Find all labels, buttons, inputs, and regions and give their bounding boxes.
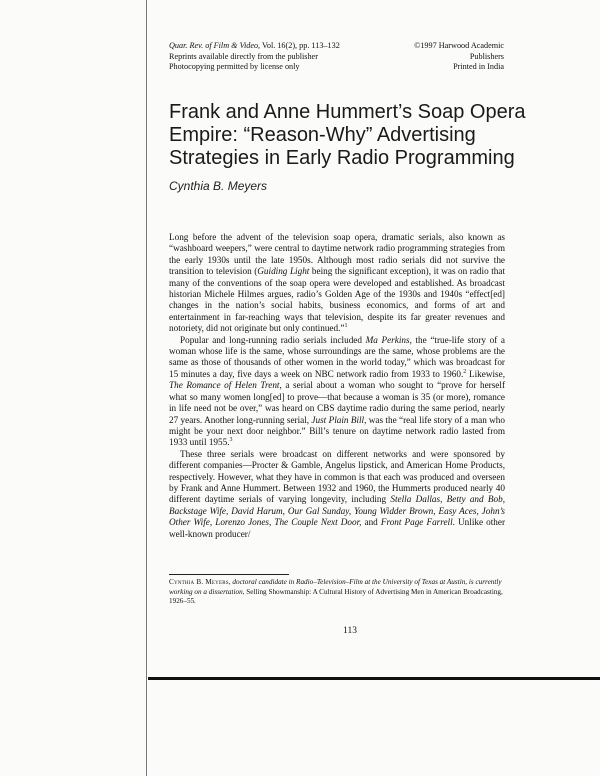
- article-title: [169, 101, 529, 170]
- page-number: 113: [343, 626, 357, 636]
- footnote-marker: 1: [344, 323, 348, 330]
- footnote-marker: 2: [463, 368, 467, 375]
- footnote-text: , doctoral candidate in Radio–Television–Film at the University of Texas at Austin, is currently working on a dissertation,: [169, 578, 502, 596]
- text-run: , was the “real life story of a man who might be your next door neighbor.” Bill’s tenure on daytime network radio lasted from 1933 until 1955.: [169, 414, 505, 448]
- dissertation-title: Selling Showmanship: A Cultural History of Advertising Men in American Broadcasting, 1926–55: [169, 587, 503, 606]
- scan-edge-line: [146, 0, 147, 776]
- paragraph: [169, 449, 505, 540]
- printed-line: Printed in India: [453, 62, 504, 72]
- italic-title: Front Page Farrell: [380, 517, 453, 528]
- title-line: Empire: “Reason-Why” Advertising: [169, 124, 476, 146]
- article-body: [169, 232, 505, 540]
- text-run: Long before the advent of the television soap opera, dramatic serials, also known as “washboard weepers,” were central to daytime network radio programming strategies from the early 1930s until the late 1950s. Although most radio serials did not survive the transition to television (: [169, 232, 505, 277]
- italic-title: Ma Perkins: [365, 334, 410, 345]
- publisher-header: [392, 41, 504, 73]
- footnote-rule: [169, 574, 289, 575]
- italic-title: Just Plain Bill: [311, 414, 365, 425]
- text-run: These three serials were broadcast on different networks and were sponsored by different companies—Procter & Gamble, Angelus lipstick, and American Home Products, respectively. However, what they have in common is that each was produced and overseen by Frank and Anne Hummert. Between 1932 and 1960, the Hummerts produced nearly 40 different daytime serials of varying longevity, including: [169, 448, 505, 505]
- title-line: Strategies in Early Radio Programming: [169, 147, 515, 169]
- photocopying-note: Photocopying permitted by license only: [169, 62, 300, 72]
- text-run: being the significant exception), it was on radio that many of the conventions of the soap opera were developed and established. As broadcast historian Michele Hilmes argues, radio’s Golden Age of the 1930s and 1940s “effect[ed] changes in the nation’s social habits, business economics, and forms of art and entertainment in far-reaching ways that television, despite its far greater revenues and notoriety, did not originate but only continued.”: [169, 266, 505, 334]
- title-line: Frank and Anne Hummert’s Soap Opera: [169, 101, 526, 123]
- reprints-note: Reprints available directly from the publisher: [169, 51, 318, 61]
- author-footnote: Cynthia B. Meyers, doctoral candidate in Radio–Television–Film at the University of Texas at Austin, is currently working on a dissertation, Selling Showmanship: A Cultural History of Advertising Men in American Broadcasting, 1926–55.: [169, 578, 503, 606]
- italic-title: The Romance of Helen Trent: [169, 380, 280, 391]
- journal-header: [169, 41, 340, 73]
- italic-title: Stella Dallas, Betty and Bob, Backstage Wife, David Harum, Our Gal Sunday, Young Widder Brown, Easy Aces, John’s Other Wife, Lorenzo Jones, The Couple Next Door,: [169, 494, 505, 528]
- journal-citation: Quar. Rev. of Film & Video, Vol. 16(2), pp. 113–132: [169, 41, 340, 50]
- footnote-author: Cynthia B. Meyers: [169, 578, 229, 586]
- text-run: . Unlike other well-known producer/: [169, 517, 506, 539]
- text-run: Likewise,: [466, 368, 505, 379]
- italic-title: Guiding Light: [257, 266, 310, 277]
- copyright-line: ©1997 Harwood Academic Publishers: [414, 41, 504, 61]
- text-run: , a serial about a woman who sought to “prove for herself what so many women long[ed] to prove—that because a woman is 35 (or more), romance in life need not be over,” was heard on CBS daytime radio during the same period, nearly 27 years. Another long-running serial,: [169, 380, 505, 425]
- text-run: Popular and long-running radio serials included: [180, 334, 366, 345]
- author-name: Cynthia B. Meyers: [169, 179, 268, 193]
- footnote-marker: 3: [229, 437, 233, 444]
- text-run: and: [361, 517, 381, 528]
- text-run: , the “true-life story of a woman whose life is the same, whose surroundings are the same, whose problems are the same as those of thousands of other women in the world today,” which was broadcast for 15 minutes a day, five days a week on NBC network radio from 1933 to 1960.: [169, 334, 506, 379]
- paragraph: [169, 232, 505, 335]
- scan-bottom-bar: [148, 677, 600, 680]
- paragraph: [169, 335, 505, 449]
